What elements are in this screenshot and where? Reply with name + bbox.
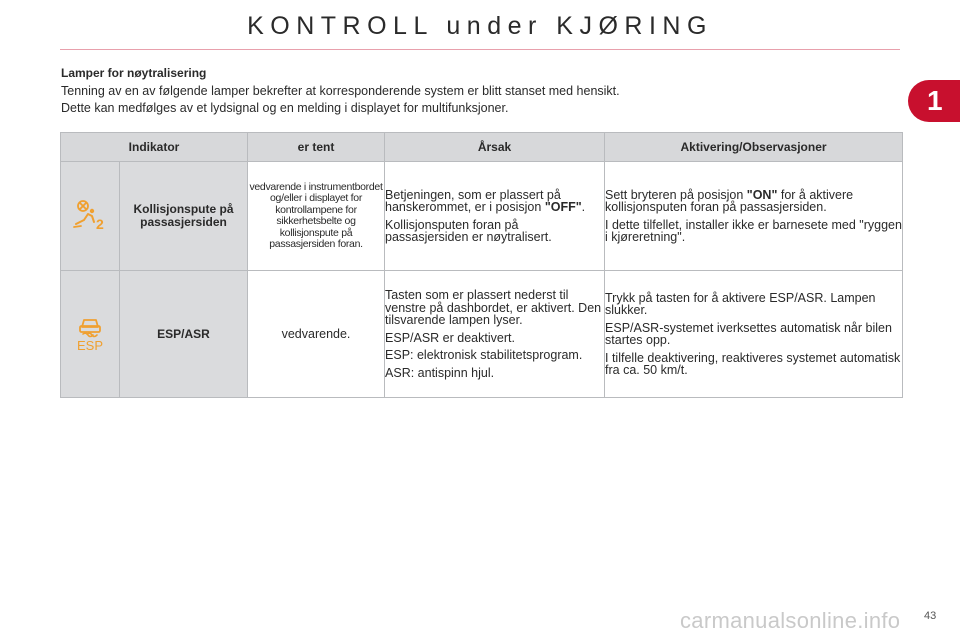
page-title: KONTROLL under KJØRING xyxy=(247,12,713,40)
title-rule xyxy=(60,49,900,50)
action-paragraph: Trykk på tasten for å aktivere ESP/ASR. Lampen slukker. xyxy=(605,290,876,317)
action-cell xyxy=(605,162,903,271)
cause-paragraph: Betjeningen, som er plassert på hanskerommet, er i posisjon "OFF". xyxy=(385,187,586,214)
cause-cell xyxy=(385,162,605,271)
section-heading: Lamper for nøytralisering xyxy=(61,66,207,80)
intro-line-1: Tenning av en av følgende lamper bekrefter at korresponderende system er blitt stanset med hensikt. xyxy=(61,84,620,98)
airbag-passenger-off-icon xyxy=(72,215,108,234)
action-paragraph: Sett bryteren på posisjon "ON" for å aktivere kollisjonsputen foran på passasjersiden. xyxy=(605,187,854,214)
column-header-arsak: Årsak xyxy=(385,133,605,162)
column-header-indikator: Indikator xyxy=(61,133,248,162)
action-cell xyxy=(605,271,903,398)
column-header-er-tent: er tent xyxy=(248,133,385,162)
indicator-name: Kollisjonspute på passasjersiden xyxy=(120,162,248,271)
indicator-icon-cell xyxy=(61,162,120,271)
action-paragraph: I dette tilfellet, installer ikke er barnesete med "ryggen i kjøreretning". xyxy=(605,217,902,244)
cause-paragraph: ESP: elektronisk stabilitetsprogram. xyxy=(385,348,583,362)
lit-description: vedvarende. xyxy=(248,271,385,398)
cause-paragraph: ASR: antispinn hjul. xyxy=(385,365,495,380)
lamp-table xyxy=(60,132,903,398)
action-paragraph: ESP/ASR-systemet iverksettes automatisk når bilen startes opp. xyxy=(605,320,892,347)
watermark: carmanualsonline.info xyxy=(680,608,901,633)
intro-line-2: Dette kan medfølges av et lydsignal og en melding i displayet for multifunksjoner. xyxy=(61,101,509,115)
svg-text:2: 2 xyxy=(96,215,104,231)
cause-cell xyxy=(385,271,605,398)
cause-paragraph: Kollisjonsputen foran på passasjersiden er nøytralisert. xyxy=(385,217,552,244)
intro-text xyxy=(61,83,891,117)
indicator-name: ESP/ASR xyxy=(120,271,248,398)
chapter-tab[interactable]: 1 xyxy=(908,80,960,122)
indicator-icon-cell xyxy=(61,271,120,398)
page-number: 43 xyxy=(924,610,937,622)
table-row xyxy=(61,271,903,398)
cause-paragraph: ESP/ASR er deaktivert. xyxy=(385,330,515,345)
esp-icon xyxy=(74,337,106,355)
column-header-aktivering: Aktivering/Observasjoner xyxy=(605,133,903,162)
action-paragraph: I tilfelle deaktivering, reaktiveres systemet automatisk fra ca. 50 km/t. xyxy=(605,350,901,377)
esp-icon-label: ESP xyxy=(77,337,104,352)
cause-paragraph: Tasten som er plassert nederst til venstre på dashbordet, er aktivert. Den tilsvarende lampen lyser. xyxy=(385,288,602,327)
table-row xyxy=(61,162,903,271)
lit-description: vedvarende i instrumentbordet og/eller i displayet for kontrollampene for sikkerhetsbelte og kollisjonspute på passasjersiden foran. xyxy=(248,162,385,271)
table-header-row xyxy=(61,133,903,162)
